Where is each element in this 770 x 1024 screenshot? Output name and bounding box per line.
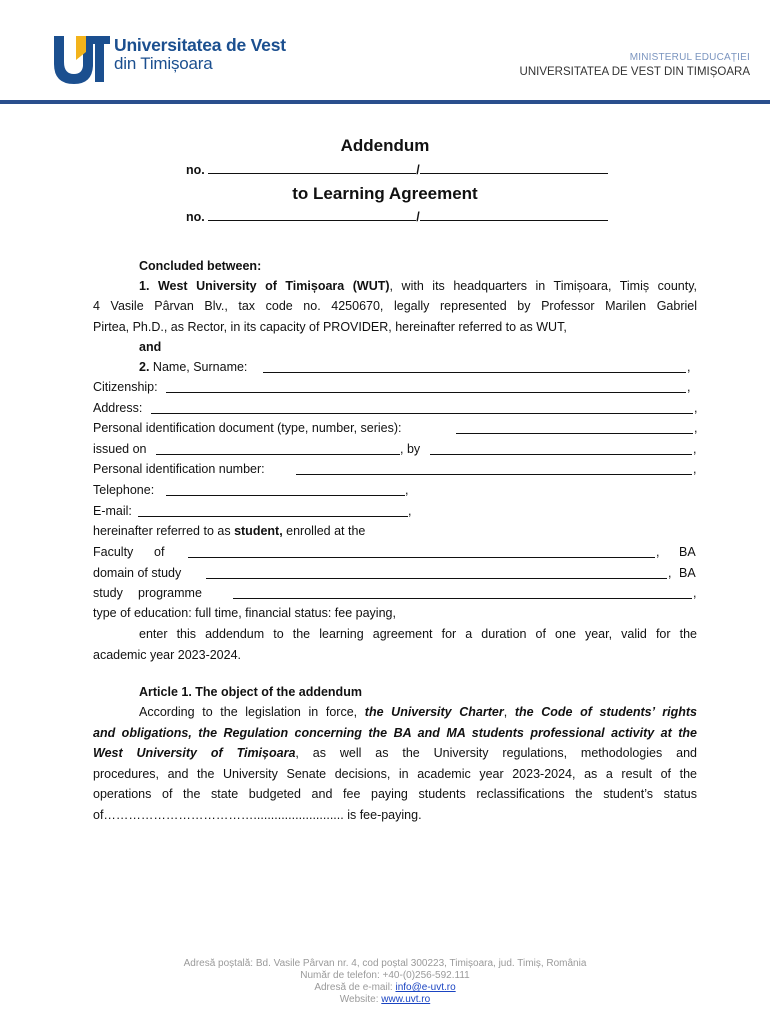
footer-email-line: Adresă de e-mail: info@e-uvt.ro [314,982,456,993]
footer-email-link[interactable]: info@e-uvt.ro [395,982,456,993]
uvt-logo-mark [52,32,110,88]
agreement-date-blank[interactable] [420,209,608,221]
name-surname-label: 2. Name, Surname: [139,360,248,374]
page-header [0,0,770,106]
pid-document-field[interactable] [456,433,693,434]
pid-document-label: Personal identification document (type, number, series): [93,421,402,435]
article1-line1: According to the legislation in force, the University Charter, the Code of students’ rights [139,705,697,719]
comma: , [687,360,691,374]
footer-address: Adresă poștală: Bd. Vasile Pârvan nr. 4, cod poștal 300223, Timișoara, jud. Timiș, România [183,958,587,969]
pid-number-label: Personal identification number: [93,462,265,476]
agreement-number-line [186,209,608,224]
telephone-label: Telephone: [93,483,155,497]
by-label: , by [400,442,421,456]
header-divider [0,100,770,104]
address-label: Address: [93,401,143,415]
footer-website-link[interactable]: www.uvt.ro [381,994,431,1005]
document-title: Addendum [340,136,430,155]
party1-line1: 1. West University of Timișoara (WUT), with its headquarters in Timișoara, Timiș county, [139,279,697,293]
addendum-number-blank[interactable] [208,162,416,174]
issued-on-label: issued on [93,442,147,456]
article1-line5: operations of the state budgeted and fee paying students reclassifications the student’s status [93,787,697,801]
comma: , [693,586,697,600]
comma: , [408,504,412,518]
addendum-number-line [186,162,608,177]
article1-line4: procedures, and the University Senate decisions, in academic year 2023-2024, as a result of the [93,767,697,781]
document-subtitle: to Learning Agreement [292,184,478,203]
hereinafter-student-line: hereinafter referred to as student, enrolled at the [93,524,366,538]
faculty-label-word2: of [154,545,165,559]
no-separator: / [416,210,420,224]
study-programme-label-word1: study [93,586,123,600]
comma: , [656,545,660,559]
comma: , [693,462,697,476]
logo-text-line2: din Timișoara [114,54,213,73]
email-label: E-mail: [93,504,132,518]
comma: , [668,566,672,580]
concluded-between: Concluded between: [139,259,262,273]
article1-line6: of……………………………….......................... is fee-paying. [93,808,422,822]
faculty-field[interactable] [188,557,655,558]
study-programme-field[interactable] [233,598,692,599]
citizenship-label: Citizenship: [93,380,158,394]
telephone-field[interactable] [166,495,405,496]
and-word: and [139,340,162,354]
ba-label: BA [679,566,696,580]
comma: , [694,401,698,415]
university-name: UNIVERSITATEA DE VEST DIN TIMIȘOARA [519,66,750,78]
enter-addendum-line1: enter this addendum to the learning agreement for a duration of one year, valid for the [139,627,697,641]
pid-number-field[interactable] [296,474,692,475]
comma: , [694,421,698,435]
email-field[interactable] [138,516,408,517]
ministry-name: MINISTERUL EDUCAȚIEI [629,52,750,63]
domain-of-study-label: domain of study [93,566,182,580]
no-label: no. [186,163,205,177]
type-of-education: type of education: full time, financial status: fee paying, [93,606,396,620]
article1-title: Article 1. The object of the addendum [139,685,362,699]
no-separator: / [416,163,420,177]
no-label: no. [186,210,205,224]
issued-by-field[interactable] [430,454,692,455]
domain-of-study-field[interactable] [206,578,667,579]
citizenship-field[interactable] [166,392,686,393]
issued-on-field[interactable] [156,454,400,455]
enter-addendum-line2: academic year 2023-2024. [93,648,242,662]
footer-website-line: Website: www.uvt.ro [339,994,431,1005]
comma: , [405,483,409,497]
faculty-label-word1: Faculty [93,545,134,559]
ba-label: BA [679,545,696,559]
address-field[interactable] [151,413,693,414]
logo-text-line1: Universitatea de Vest [114,35,286,55]
study-programme-label-word2: programme [138,586,202,600]
party1-line3: Pirtea, Ph.D., as Rector, in its capacity of PROVIDER, hereinafter referred to as WUT, [93,320,567,334]
footer-phone: Număr de telefon: +40-(0)256-592.111 [300,970,470,981]
article1-line2: and obligations, the Regulation concerning the BA and MA students professional activity at the [93,726,697,740]
agreement-number-blank[interactable] [208,209,416,221]
comma: , [693,442,697,456]
university-logo [52,32,302,88]
addendum-date-blank[interactable] [420,162,608,174]
name-surname-field[interactable] [263,372,686,373]
party1-line2: 4 Vasile Pârvan Blv., tax code no. 4250670, legally represented by Professor Marilen Gabriel [93,299,697,313]
comma: , [687,380,691,394]
article1-line3: West University of Timișoara, as well as the University regulations, methodologies and [93,746,697,760]
